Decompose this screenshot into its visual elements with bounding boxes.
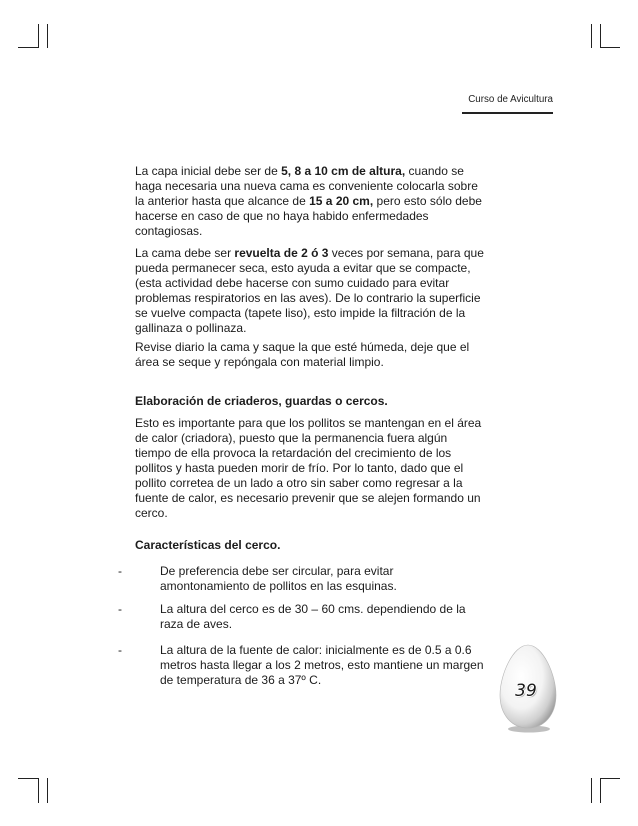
paragraph-line: fuente de calor, es necesario prevenir que se alejen formando un (135, 491, 481, 505)
text-segment: veces por semana, para que (328, 246, 484, 260)
paragraph-line: pollito corretea de un lado a otro sin saber como regresar a la (135, 476, 463, 490)
paragraph-line (135, 246, 484, 261)
list-item-line: metros hasta llegar a los 2 metros, esto mantiene un margen (160, 658, 484, 672)
paragraph-line: contagiosas. (135, 224, 203, 238)
paragraph-line: pueda permanecer seca, esto ayuda a evitar que se compacte, (135, 261, 471, 275)
list-item-line: amontonamiento de pollitos en las esquinas. (160, 579, 397, 593)
section-heading-cerco: Características del cerco. (135, 538, 281, 552)
list-item-line: La altura del cerco es de 30 – 60 cms. dependiendo de la (160, 602, 466, 616)
emphasis-text: 15 a 20 cm, (309, 194, 374, 208)
paragraph-line: gallinaza o pollinaza. (135, 321, 247, 335)
emphasis-text: 5, 8 a 10 cm de altura, (281, 164, 406, 178)
paragraph-revise-cama (135, 340, 469, 370)
paragraph-line: Revise diario la cama y saque la que esté húmeda, deje que el (135, 340, 470, 354)
list-item-line: De preferencia debe ser circular, para evitar (160, 564, 394, 578)
paragraph-line: se vuelve compacta (tapete liso), esto impide la filtración de la (135, 306, 466, 320)
paragraph-line: Esto es importante para que los pollitos se mantengan en el área (135, 416, 482, 430)
list-item-text (160, 643, 484, 688)
emphasis-text: revuelta de 2 ó 3 (234, 246, 329, 260)
text-segment: la anterior hasta que alcance de (135, 194, 310, 208)
list-bullet: - (118, 643, 122, 657)
paragraph-capa-inicial (135, 164, 482, 239)
paragraph-revolver-cama (135, 246, 484, 336)
paragraph-line: área se seque y repóngala con material limpio. (135, 355, 384, 369)
paragraph-line: de calor (criadora), puesto que la permanencia fuera algún (135, 431, 448, 445)
running-header-title: Curso de Avicultura (468, 94, 553, 105)
section-heading-criaderos: Elaboración de criaderos, guardas o cercos. (135, 394, 388, 408)
list-bullet: - (118, 564, 122, 578)
text-segment: La cama debe ser (135, 246, 235, 260)
list-bullet: - (118, 602, 122, 616)
list-item-text (160, 564, 397, 594)
list-item-line: raza de aves. (160, 617, 233, 631)
text-segment: pero esto sólo debe (373, 194, 482, 208)
page-number: 39 (515, 681, 537, 701)
paragraph-line: (esta actividad debe hacerse con sumo cuidado para evitar (135, 276, 450, 290)
paragraph-criaderos (135, 416, 481, 521)
header-rule (462, 112, 553, 114)
paragraph-line: tiempo de ella provoca la retardación del crecimiento de los (135, 446, 452, 460)
paragraph-line: hacerse en caso de que no haya habido enfermedades (135, 209, 429, 223)
paragraph-line: haga necesaria una nueva cama es conveniente colocarla sobre (135, 179, 478, 193)
paragraph-line: cerco. (135, 506, 168, 520)
paragraph-line: problemas respiratorios en las aves). De lo contrario la superficie (135, 291, 481, 305)
paragraph-line: pollitos y hasta pueden morir de frío. Por lo tanto, dado que el (135, 461, 464, 475)
list-item-line: de temperatura de 36 a 37º C. (160, 673, 322, 687)
paragraph-line (135, 164, 482, 179)
paragraph-line (135, 194, 482, 209)
text-segment: La capa inicial debe ser de (135, 164, 282, 178)
list-item-text (160, 602, 466, 632)
text-segment: cuando se (405, 164, 464, 178)
list-item-line: La altura de la fuente de calor: inicialmente es de 0.5 a 0.6 (160, 643, 472, 657)
